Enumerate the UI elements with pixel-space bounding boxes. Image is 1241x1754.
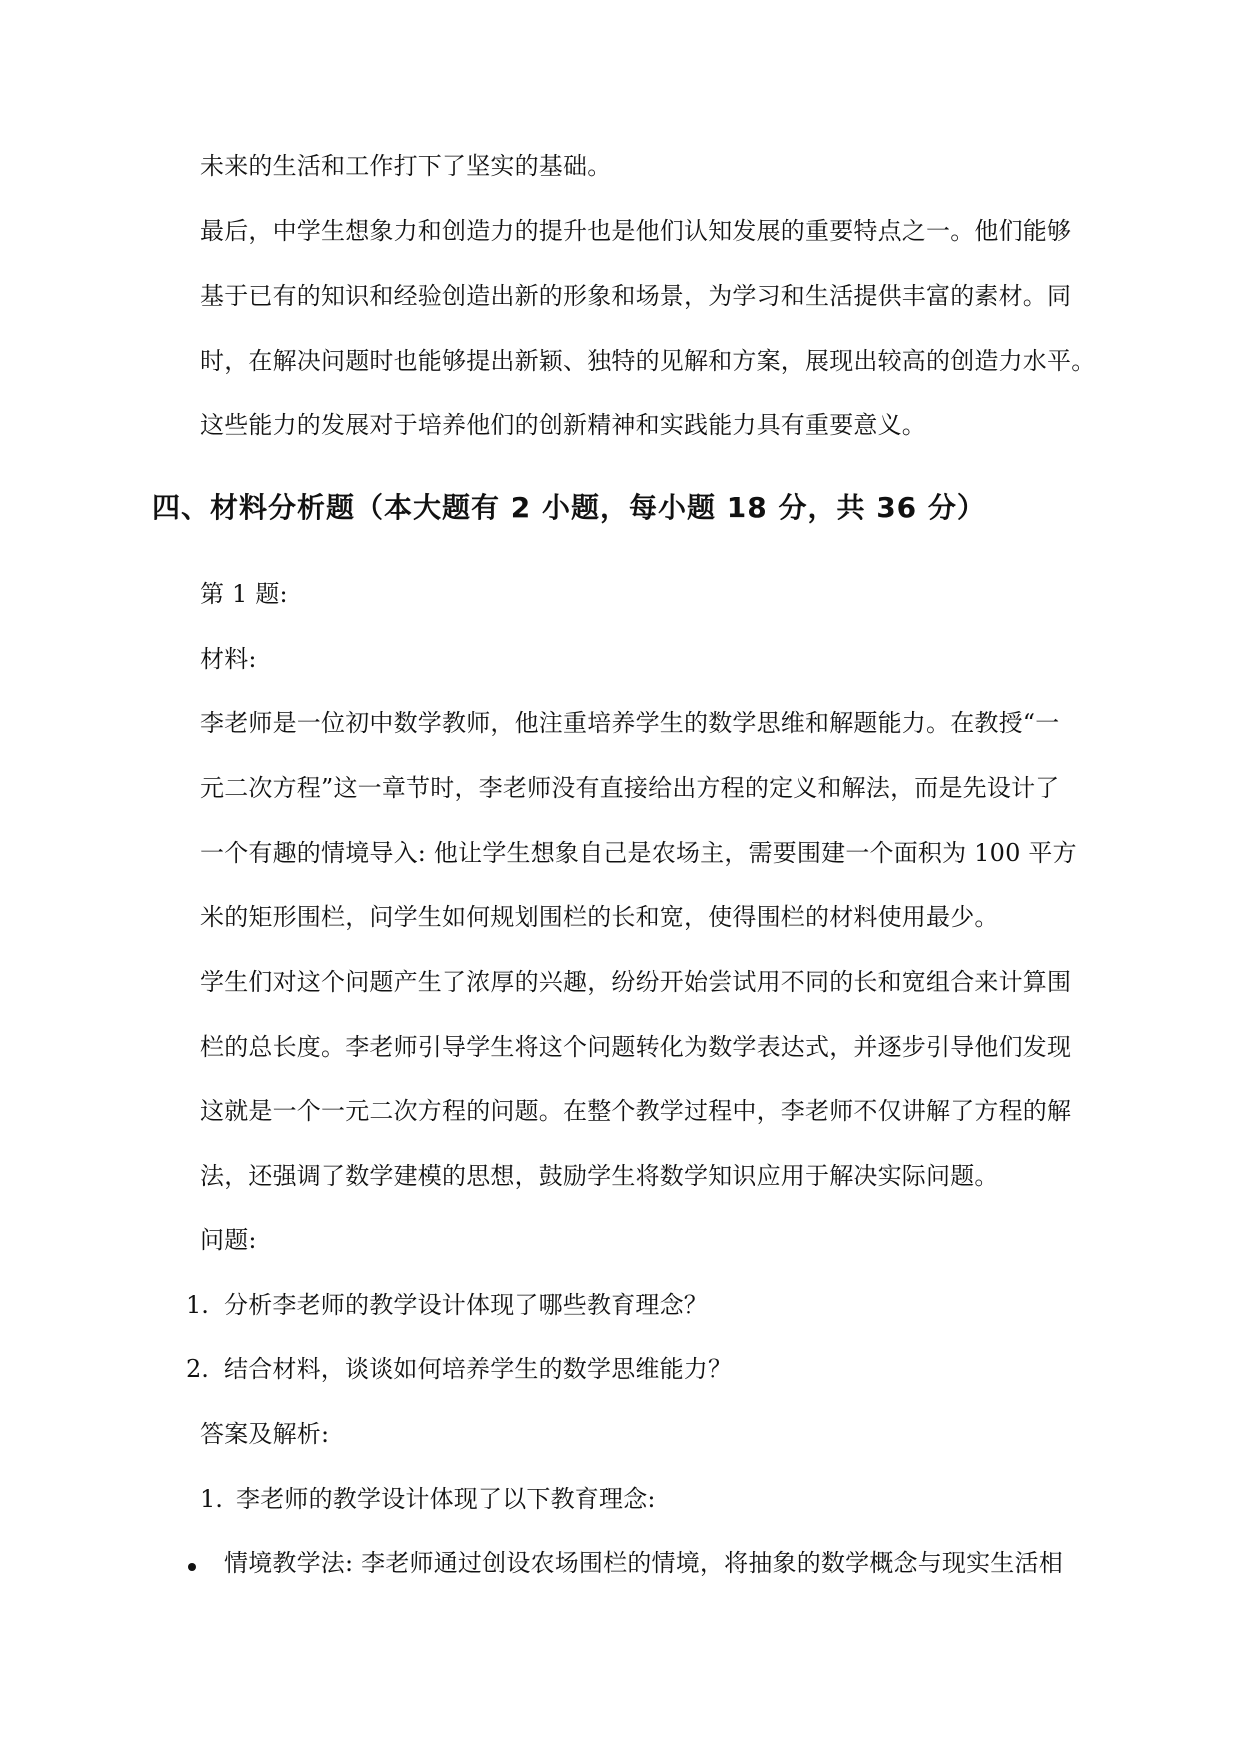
material-label: 材料: [200, 645, 257, 673]
question-text: 结合材料，谈谈如何培养学生的数学思维能力？ [224, 1355, 733, 1383]
material-line: 元二次方程”这一章节时，李老师没有直接给出方程的定义和解法，而是先设计了 [200, 774, 1060, 802]
continuation-line: 未来的生活和工作打下了坚实的基础。 [200, 152, 612, 180]
material-line: 栏的总长度。李老师引导学生将这个问题转化为数学表达式，并逐步引导他们发现 [200, 1033, 1072, 1061]
material-line: 法，还强调了数学建模的思想，鼓励学生将数学知识应用于解决实际问题。 [200, 1162, 999, 1190]
question-label: 第 1 题: [200, 580, 288, 608]
questions-label: 问题: [200, 1226, 257, 1254]
paragraph-line: 这些能力的发展对于培养他们的创新精神和实践能力具有重要意义。 [200, 411, 926, 439]
material-line: 一个有趣的情境导入: 他让学生想象自己是农场主，需要围建一个面积为 100 平方 [200, 839, 1077, 867]
answer-number: 1. [200, 1485, 223, 1513]
answer-text: 李老师的教学设计体现了以下教育理念: [236, 1485, 656, 1513]
answer-label: 答案及解析: [200, 1420, 330, 1448]
question-number: 2. [186, 1355, 209, 1383]
bullet-text: 情境教学法: 李老师通过创设农场围栏的情境，将抽象的数学概念与现实生活相 [224, 1549, 1063, 1577]
material-line: 李老师是一位初中数学教师，他注重培养学生的数学思维和解题能力。在教授“一 [200, 709, 1060, 737]
material-line: 米的矩形围栏，问学生如何规划围栏的长和宽，使得围栏的材料使用最少。 [200, 903, 999, 931]
question-number: 1. [186, 1291, 209, 1319]
paragraph-line: 时，在解决问题时也能够提出新颖、独特的见解和方案，展现出较高的创造力水平。 [200, 347, 1096, 375]
question-text: 分析李老师的教学设计体现了哪些教育理念？ [224, 1291, 708, 1319]
paragraph-line: 最后，中学生想象力和创造力的提升也是他们认知发展的重要特点之一。他们能够 [200, 217, 1072, 245]
paragraph-line: 基于已有的知识和经验创造出新的形象和场景，为学习和生活提供丰富的素材。同 [200, 282, 1072, 310]
section-heading: 四、材料分析题（本大题有 2 小题，每小题 18 分，共 36 分） [152, 491, 986, 524]
material-line: 这就是一个一元二次方程的问题。在整个教学过程中，李老师不仅讲解了方程的解 [200, 1097, 1072, 1125]
bullet-dot-icon [188, 1563, 196, 1571]
material-line: 学生们对这个问题产生了浓厚的兴趣，纷纷开始尝试用不同的长和宽组合来计算围 [200, 968, 1072, 996]
